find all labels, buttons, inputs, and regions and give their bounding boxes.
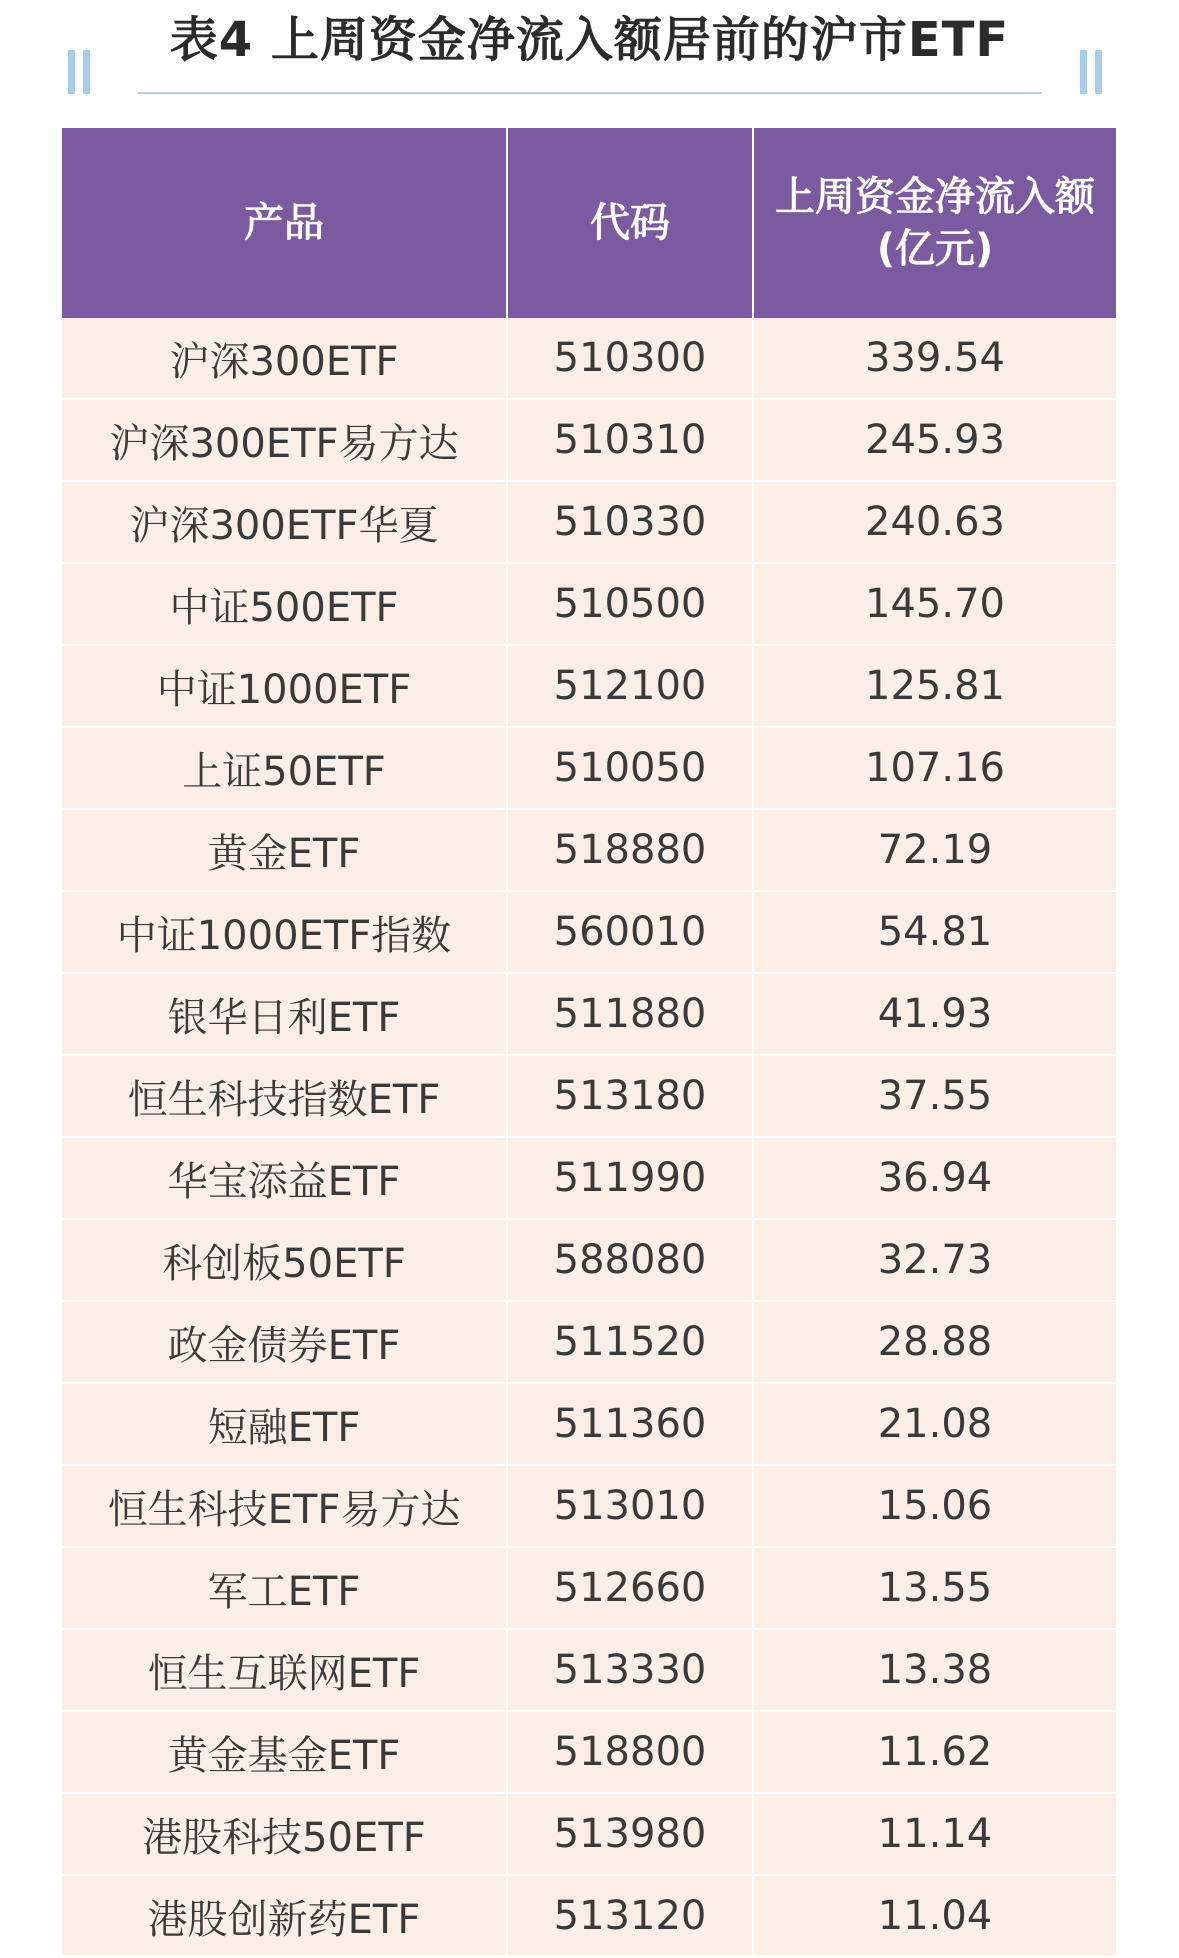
cell-inflow: 339.54 [865,335,1005,381]
cell-code: 511360 [553,1401,707,1447]
table-row [62,1466,1116,1548]
cell-inflow: 245.93 [865,417,1005,463]
cell-code: 512660 [553,1565,707,1611]
table-row [62,400,1116,482]
cell-inflow: 32.73 [877,1237,993,1283]
cell-product: 沪深300ETF易方达 [109,420,459,467]
column-divider [752,318,754,1955]
table-row [62,646,1116,728]
column-divider [506,318,508,1955]
header-inflow-line1: 上周资金净流入额 [775,174,1095,220]
title-area [0,0,1179,100]
cell-inflow: 11.04 [877,1893,993,1939]
table-row [62,1794,1116,1876]
cell-code: 510310 [553,417,707,463]
cell-code: 513120 [553,1893,707,1939]
cell-code: 518880 [553,827,707,873]
cell-inflow: 15.06 [877,1483,993,1529]
cell-code: 513180 [553,1073,707,1119]
header-inflow [754,128,1116,318]
cell-code: 511990 [553,1155,707,1201]
cell-inflow: 41.93 [877,991,993,1037]
header-product: 产品 [244,200,324,246]
cell-product: 中证500ETF [169,584,399,631]
table-row [62,1712,1116,1794]
table-row [62,1220,1116,1302]
cell-product: 华宝添益ETF [167,1158,401,1205]
cell-product: 沪深300ETF [169,338,399,385]
cell-code: 588080 [553,1237,707,1283]
cell-code: 510330 [553,499,707,545]
cell-code: 512100 [553,663,707,709]
table-row [62,974,1116,1056]
cell-inflow: 145.70 [865,581,1005,627]
header-inflow-line2: (亿元) [876,226,994,272]
cell-inflow: 11.62 [877,1729,993,1775]
cell-product: 银华日利ETF [167,994,401,1041]
table-row [62,1630,1116,1712]
table-row [62,728,1116,810]
cell-product: 政金债券ETF [167,1322,401,1369]
cell-product: 科创板50ETF [162,1240,406,1287]
cell-product: 港股创新药ETF [147,1896,421,1943]
page-title: 表4 上周资金净流入额居前的沪市ETF [169,12,1010,68]
etf-inflow-table [62,128,1116,1955]
cell-product: 短融ETF [207,1404,361,1451]
cell-inflow: 54.81 [877,909,993,955]
table-row [62,318,1116,400]
cell-product: 军工ETF [207,1568,361,1615]
cell-inflow: 28.88 [877,1319,993,1365]
cell-code: 511520 [553,1319,707,1365]
cell-code: 513330 [553,1647,707,1693]
table-row [62,482,1116,564]
cell-code: 510050 [553,745,707,791]
cell-code: 513010 [553,1483,707,1529]
cell-code: 513980 [553,1811,707,1857]
cell-product: 中证1000ETF指数 [116,912,452,959]
cell-product: 沪深300ETF华夏 [129,502,439,549]
cell-product: 上证50ETF [182,748,386,795]
cell-code: 511880 [553,991,707,1037]
table-row [62,1138,1116,1220]
cell-inflow: 125.81 [865,663,1005,709]
cell-product: 中证1000ETF [156,666,412,713]
cell-inflow: 21.08 [877,1401,993,1447]
cell-inflow: 13.55 [877,1565,993,1611]
cell-product: 港股科技50ETF [142,1814,426,1861]
table-row [62,810,1116,892]
cell-product: 黄金ETF [207,830,361,877]
cell-product: 黄金基金ETF [167,1732,401,1779]
cell-inflow: 13.38 [877,1647,993,1693]
cell-product: 恒生科技指数ETF [127,1076,441,1123]
cell-code: 510500 [553,581,707,627]
cell-product: 恒生互联网ETF [147,1650,421,1697]
table-row [62,564,1116,646]
table-row [62,892,1116,974]
cell-inflow: 107.16 [865,745,1005,791]
cell-code: 518800 [553,1729,707,1775]
header-code: 代码 [590,200,670,246]
cell-product: 恒生科技ETF易方达 [107,1486,461,1533]
cell-code: 510300 [553,335,707,381]
title-underline [138,92,1042,94]
table-row [62,1056,1116,1138]
table-row [62,1876,1116,1958]
decorative-bars-icon [1080,50,1106,94]
table-row [62,1302,1116,1384]
table-header [62,128,1116,318]
table-row [62,1548,1116,1630]
cell-inflow: 37.55 [877,1073,993,1119]
cell-inflow: 240.63 [865,499,1005,545]
cell-inflow: 36.94 [877,1155,993,1201]
cell-code: 560010 [553,909,707,955]
cell-inflow: 72.19 [877,827,993,873]
cell-inflow: 11.14 [877,1811,993,1857]
table-row [62,1384,1116,1466]
